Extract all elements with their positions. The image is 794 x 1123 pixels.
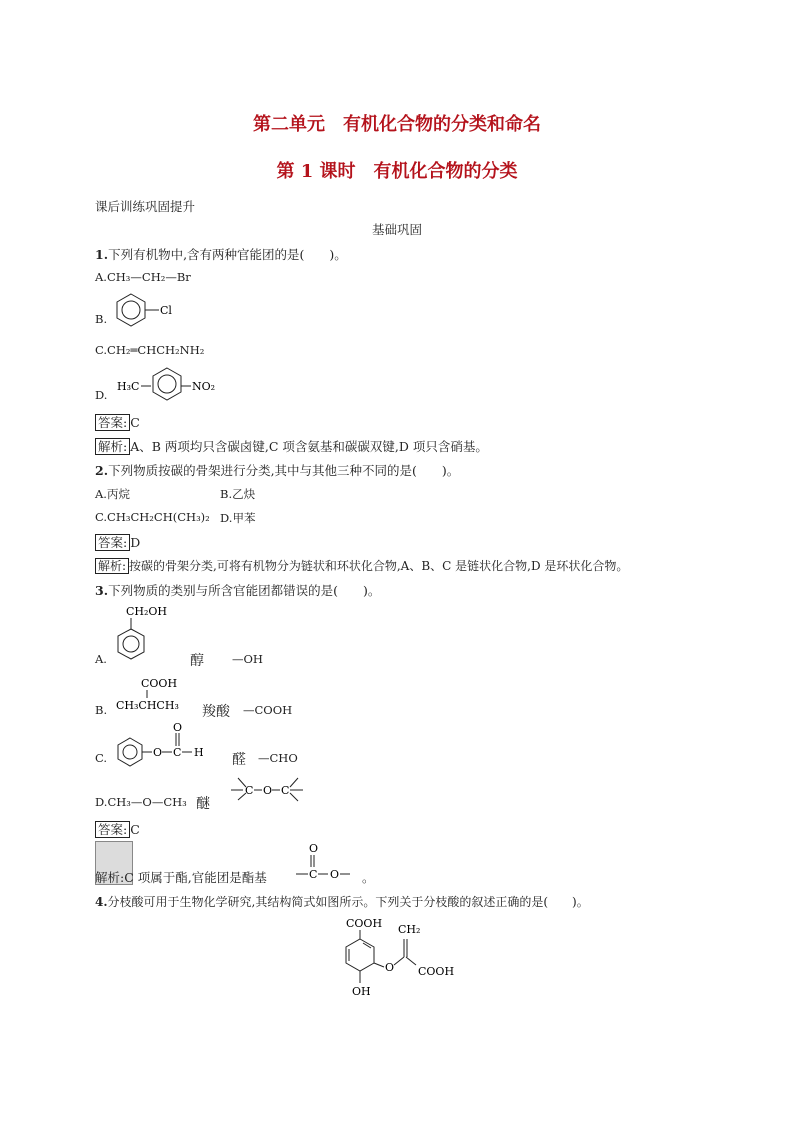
analysis-label: 解析: bbox=[95, 870, 125, 885]
question-stem: 分枝酸可用于生物化学研究,其结构简式如图所示。下列关于分枝酸的叙述正确的是( )。 bbox=[107, 895, 589, 909]
answer-label: 答案: bbox=[95, 534, 130, 551]
q2-option-a: A.丙烷 bbox=[95, 487, 130, 501]
ether-group-structure bbox=[228, 774, 310, 809]
q3-option-d: D.CH₃—O—CH₃ bbox=[95, 795, 187, 809]
hydrogen-label: H bbox=[194, 746, 204, 759]
methyl-label: H₃C bbox=[117, 380, 140, 393]
nitrotoluene-structure bbox=[117, 364, 227, 407]
question-number: 3. bbox=[95, 583, 109, 598]
q3-option-c-label: C. bbox=[95, 751, 108, 765]
ether-o-label: O bbox=[263, 784, 273, 797]
question-stem: 下列物质的类别与所含官能团都错误的是( )。 bbox=[108, 583, 381, 598]
unit-title: 第二单元 有机化合物的分类和命名 bbox=[253, 114, 541, 135]
q3-analysis: 解析:C 项属于酯,官能团是酯基 bbox=[95, 870, 267, 885]
q3-b-group: —COOH bbox=[243, 703, 293, 717]
answer-label: 答案: bbox=[95, 821, 130, 838]
q3-answer: 答案: C bbox=[95, 820, 140, 838]
ester-o-label: O bbox=[330, 868, 340, 881]
q3-c-class: 醛 bbox=[232, 752, 246, 768]
q1-option-c: C.CH₂═CHCH₂NH₂ bbox=[95, 343, 205, 357]
carbonyl-carbon-label: C bbox=[173, 746, 182, 759]
q3-c-group: —CHO bbox=[258, 751, 298, 765]
chloro-label: Cl bbox=[160, 304, 172, 317]
chlorobenzene-structure bbox=[112, 292, 182, 331]
q2-option-d: D.甲苯 bbox=[220, 511, 256, 525]
answer-label: 答案: bbox=[95, 414, 130, 431]
chorismic-acid-structure bbox=[330, 915, 470, 1008]
q3-b-class: 羧酸 bbox=[202, 704, 230, 720]
propanoic-acid-structure bbox=[114, 675, 214, 718]
analysis-label: 解析: bbox=[95, 438, 130, 455]
q2-option-b: B.乙炔 bbox=[220, 487, 256, 501]
cooh-label: COOH bbox=[141, 677, 178, 690]
q1-option-a: A.CH₃—CH₂—Br bbox=[95, 270, 191, 284]
benzyl-alcohol-structure bbox=[112, 603, 192, 670]
q2-option-c: C.CH₃CH₂CH(CH₃)₂ bbox=[95, 510, 210, 524]
q3-option-a-label: A. bbox=[95, 652, 107, 666]
ester-oxygen-label: O bbox=[153, 746, 163, 759]
nitro-label: NO₂ bbox=[192, 380, 216, 393]
analysis-label: 解析: bbox=[95, 558, 129, 574]
carbonyl-oxygen-label: O bbox=[173, 721, 183, 734]
q1-option-d-label: D. bbox=[95, 388, 108, 402]
question-stem: 下列物质按碳的骨架进行分类,其中与其他三种不同的是( )。 bbox=[108, 463, 460, 478]
oh-label: OH bbox=[352, 985, 371, 998]
q2-answer: 答案: D bbox=[95, 533, 140, 551]
ether-c2-label: C bbox=[281, 784, 290, 797]
question-3 bbox=[95, 581, 380, 599]
question-stem: 下列有机物中,含有两种官能团的是( )。 bbox=[108, 247, 347, 262]
q2-analysis: 解析: 按碳的骨架分类,可将有机物分为链状和环状化合物,A、B、C 是链状化合物,D 是环状化合物。 bbox=[95, 557, 628, 574]
q3-option-b-label: B. bbox=[95, 703, 108, 717]
q3-a-group: —OH bbox=[232, 652, 263, 666]
phenyl-formate-structure bbox=[114, 722, 224, 775]
q3-analysis-end: 。 bbox=[362, 870, 375, 885]
lesson-title: 第 1 课时 有机化合物的分类 bbox=[276, 161, 518, 182]
question-number: 2. bbox=[95, 463, 109, 478]
question-2 bbox=[95, 461, 459, 479]
ester-o-top-label: O bbox=[309, 842, 319, 855]
cooh-right-label: COOH bbox=[418, 965, 455, 978]
cooh-top-label: COOH bbox=[346, 917, 383, 930]
ester-c-label: C bbox=[309, 868, 318, 881]
ester-group-structure bbox=[290, 840, 366, 887]
ether-c1-label: C bbox=[245, 784, 254, 797]
q1-answer: 答案: C bbox=[95, 413, 140, 431]
question-number: 4. bbox=[95, 895, 108, 909]
q3-d-class: 醚 bbox=[196, 796, 210, 812]
chain-label: CH₃CHCH₃ bbox=[116, 699, 179, 712]
q1-analysis: 解析: A、B 两项均只含碳卤键,C 项含氨基和碳碳双键,D 项只含硝基。 bbox=[95, 437, 488, 455]
q1-option-b-label: B. bbox=[95, 312, 108, 326]
question-4 bbox=[95, 893, 589, 910]
question-number: 1. bbox=[95, 247, 109, 262]
ether-oxygen-label: O bbox=[385, 961, 395, 974]
ch2-label: CH₂ bbox=[398, 923, 421, 936]
q3-a-class: 醇 bbox=[190, 653, 204, 669]
subsection-label: 基础巩固 bbox=[371, 222, 422, 237]
section-label: 课后训练巩固提升 bbox=[95, 199, 196, 214]
ch2oh-label: CH₂OH bbox=[126, 605, 168, 618]
question-1 bbox=[95, 245, 347, 263]
